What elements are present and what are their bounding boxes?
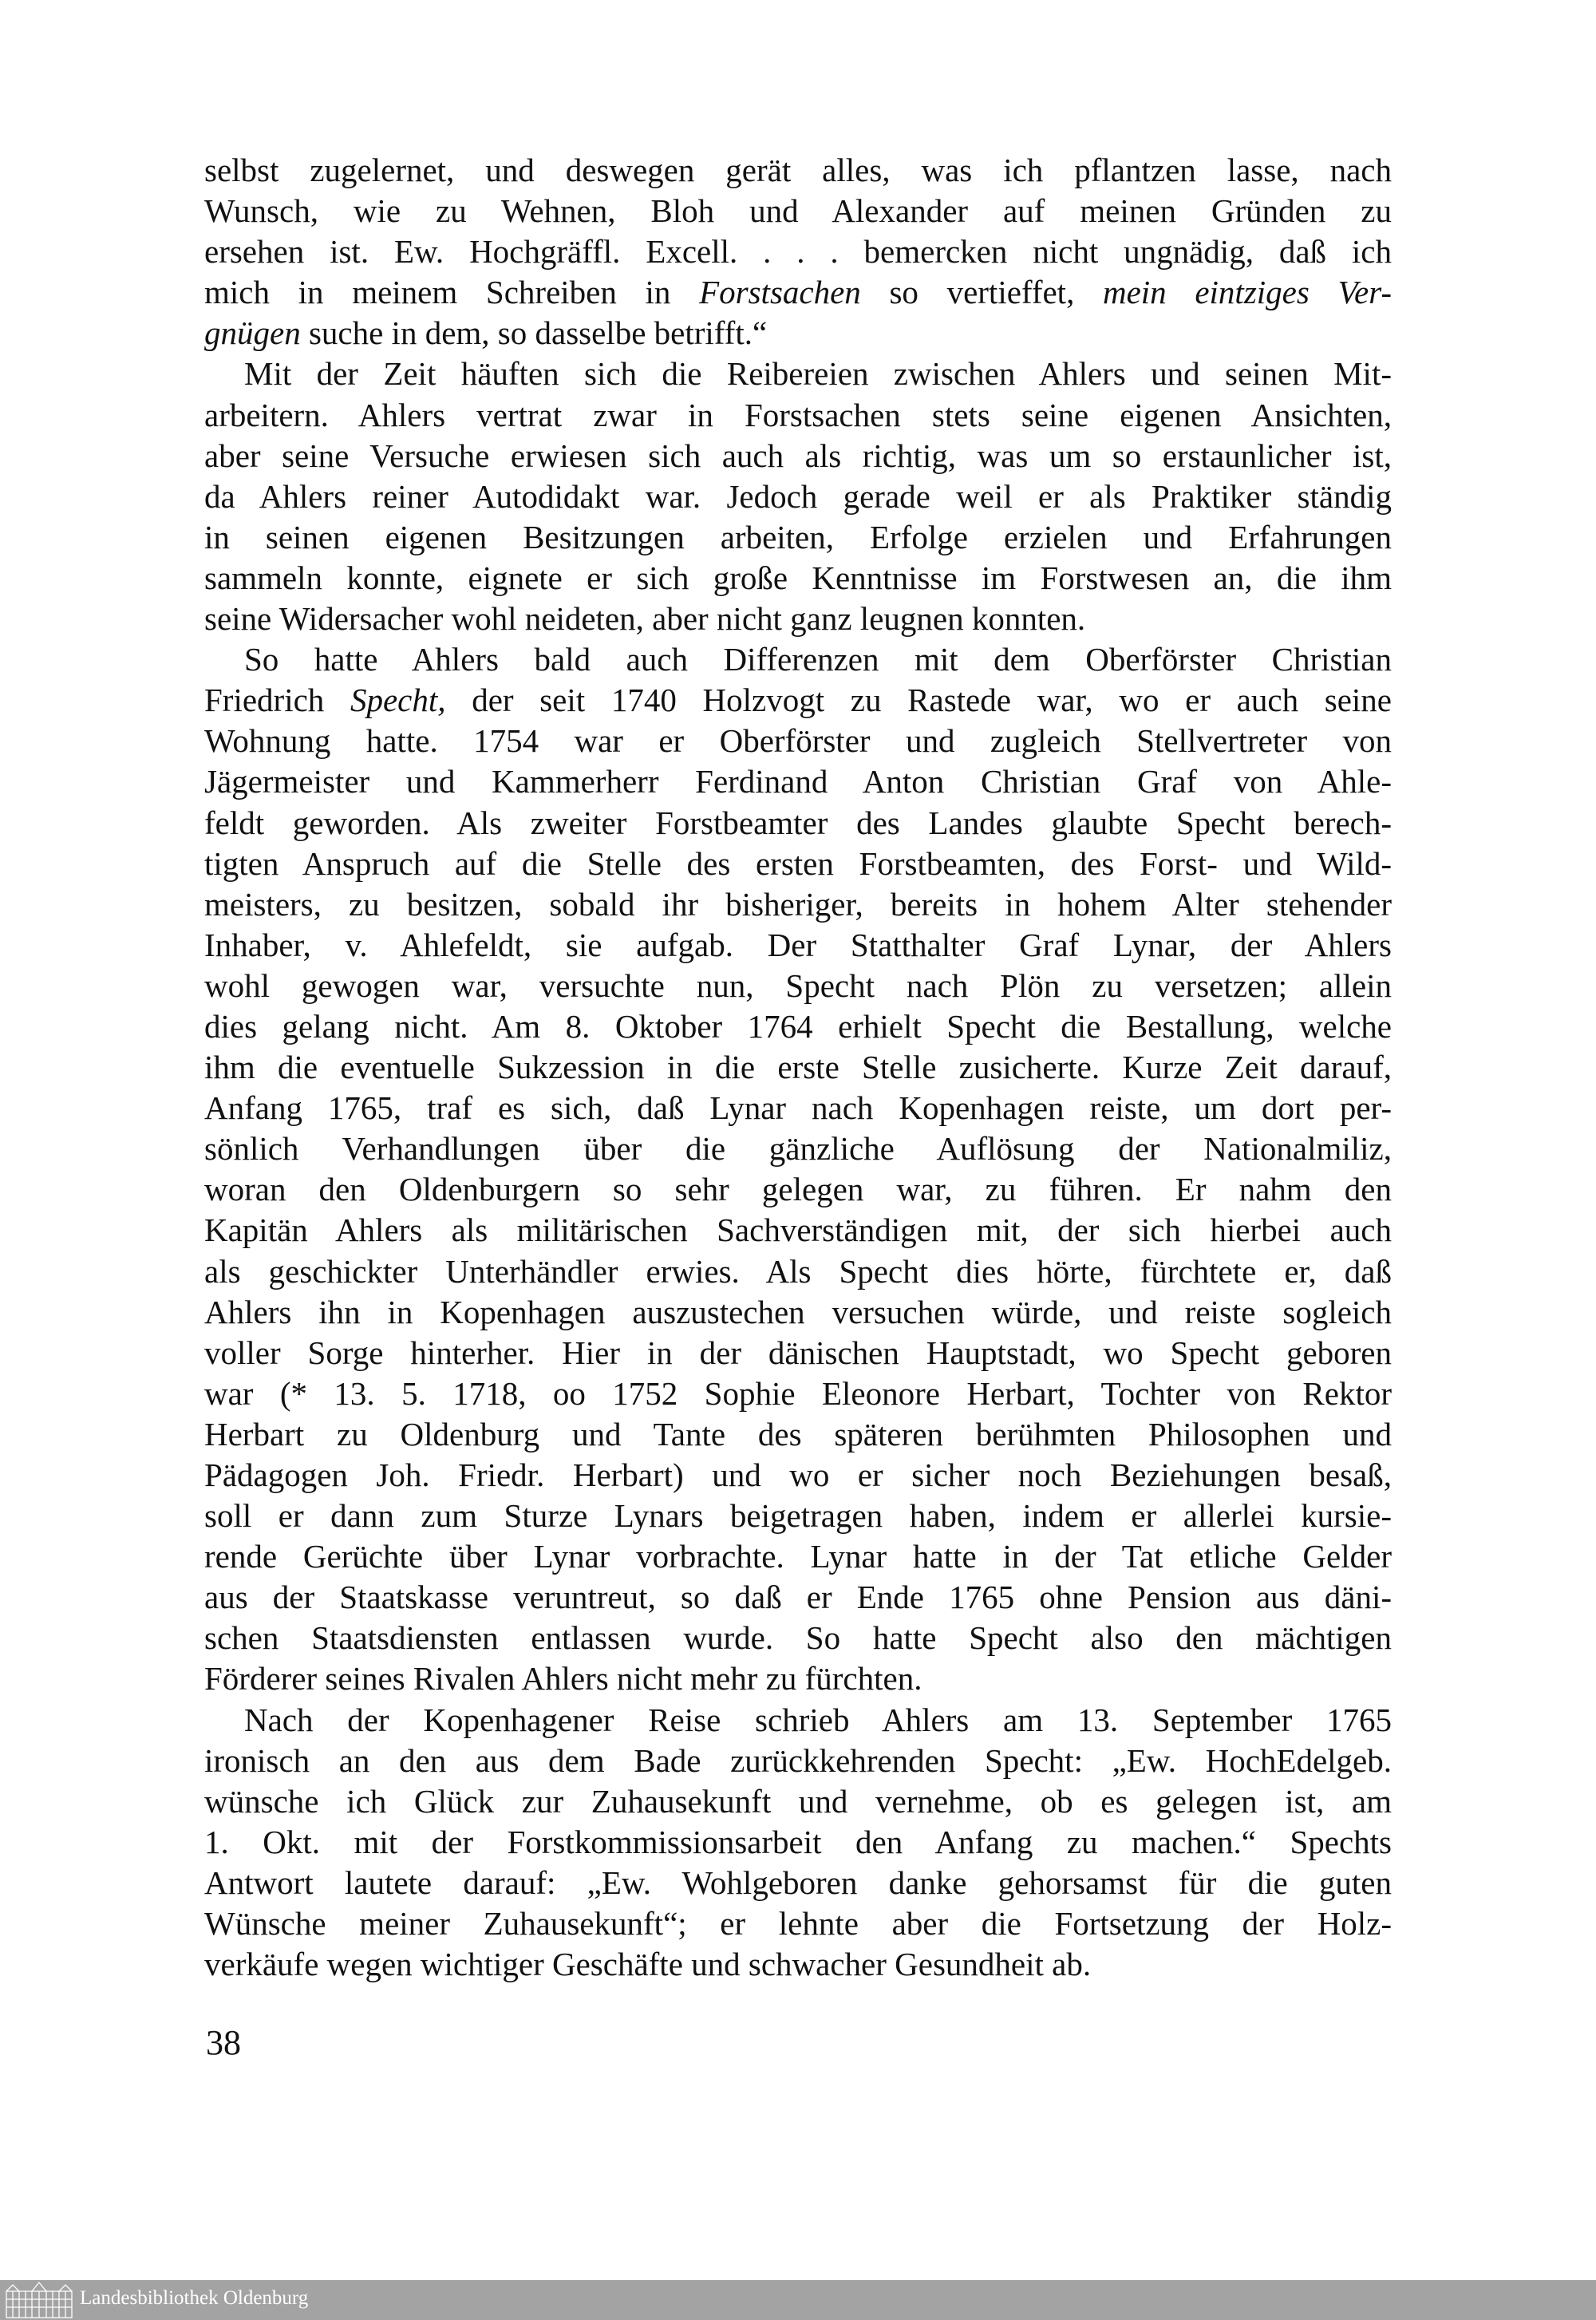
text-line — [204, 1047, 1392, 1088]
italic-text: gnügen — [204, 314, 301, 352]
text-segment: rende Gerüchte über Lynar vorbrachte. Lynar hatte in der Tat etliche Gelder — [204, 1538, 1392, 1575]
text-segment: als geschickter Unterhändler erwies. Als Specht dies hörte, fürchtete er, daß — [204, 1252, 1392, 1290]
text-line — [204, 925, 1392, 966]
text-segment: suche in dem, so dasselbe betrifft.“ — [300, 314, 768, 352]
text-line — [204, 313, 1392, 354]
text-line — [204, 1414, 1392, 1455]
text-segment: arbeitern. Ahlers vertrat zwar in Forstsachen stets seine eigenen Ansichten, — [204, 396, 1392, 433]
text-segment: so vertieffet, — [860, 274, 1103, 311]
text-line — [204, 1169, 1392, 1210]
text-segment: wünsche ich Glück zur Zuhausekunft und vernehme, ob es gelegen ist, am — [204, 1782, 1392, 1820]
text-segment: Förderer seines Rivalen Ahlers nicht mehr zu fürchten. — [204, 1660, 922, 1698]
text-segment: tigten Anspruch auf die Stelle des ersten Forstbeamten, des Forst- und Wild- — [204, 844, 1392, 882]
text-line — [204, 1455, 1392, 1496]
text-line — [204, 639, 1392, 680]
text-line — [204, 272, 1392, 313]
text-line — [204, 1658, 1392, 1699]
text-segment: sammeln konnte, eignete er sich große Kenntnisse im Forstwesen an, die ihm — [204, 559, 1392, 596]
text-segment: So hatte Ahlers bald auch Differenzen mit dem Oberförster Christian — [244, 641, 1392, 678]
text-segment: der seit 1740 Holzvogt zu Rastede war, wo er auch seine — [445, 682, 1392, 719]
text-line — [204, 231, 1392, 272]
text-segment: Friedrich — [204, 682, 350, 719]
text-segment: Pädagogen Joh. Friedr. Herbart) und wo er sicher noch Beziehungen besaß, — [204, 1456, 1392, 1493]
text-segment: Jägermeister und Kammerherr Ferdinand Anton Christian Graf von Ahle- — [204, 763, 1392, 800]
text-segment: voller Sorge hinterher. Hier in der dänischen Hauptstadt, wo Specht geboren — [204, 1334, 1392, 1371]
italic-text: mein eintziges Ver- — [1102, 274, 1392, 311]
text-line — [204, 844, 1392, 884]
text-line — [204, 395, 1392, 436]
text-segment: wohl gewogen war, versuchte nun, Specht nach Plön zu versetzen; allein — [204, 966, 1392, 1004]
text-line — [204, 1618, 1392, 1658]
text-line — [204, 1496, 1392, 1536]
italic-text: Specht, — [350, 682, 446, 719]
text-segment: war (* 13. 5. 1718, oo 1752 Sophie Eleonore Herbart, Tochter von Rektor — [204, 1374, 1392, 1412]
text-segment: aus der Staatskasse veruntreut, so daß er Ende 1765 ohne Pension aus däni- — [204, 1579, 1392, 1616]
text-line — [204, 1292, 1392, 1333]
text-line — [204, 680, 1392, 721]
text-segment: soll er dann zum Sturze Lynars beigetragen haben, indem er allerlei kursie- — [204, 1497, 1392, 1535]
text-line — [204, 721, 1392, 761]
text-line — [204, 476, 1392, 517]
text-line — [204, 884, 1392, 925]
text-segment: ironisch an den aus dem Bade zurückkehrenden Specht: „Ew. HochEdelgeb. — [204, 1741, 1392, 1779]
text-line — [204, 1863, 1392, 1903]
text-line — [204, 436, 1392, 476]
text-segment: Herbart zu Oldenburg und Tante des späteren berühmten Philosophen und — [204, 1415, 1392, 1452]
text-segment: Anfang 1765, traf es sich, daß Lynar nach Kopenhagen reiste, um dort per- — [204, 1089, 1392, 1127]
text-line — [204, 1006, 1392, 1047]
text-segment: 1. Okt. mit der Forstkommissionsarbeit den Anfang zu machen.“ Spechts — [204, 1823, 1392, 1860]
text-segment: dies gelang nicht. Am 8. Oktober 1764 erhielt Specht die Bestallung, welche — [204, 1007, 1392, 1045]
text-line — [204, 150, 1392, 191]
text-segment: ersehen ist. Ew. Hochgräffl. Excell. . . . bemercken nicht ungnädig, daß ich — [204, 233, 1392, 271]
text-line — [204, 599, 1392, 639]
text-segment: Wünsche meiner Zuhausekunft“; er lehnte aber die Fortsetzung der Holz- — [204, 1905, 1392, 1943]
text-line — [204, 1373, 1392, 1414]
text-line — [204, 803, 1392, 844]
text-line — [204, 1088, 1392, 1128]
text-segment: Inhaber, v. Ahlefeldt, sie aufgab. Der Statthalter Graf Lynar, der Ahlers — [204, 926, 1392, 963]
text-line — [204, 1210, 1392, 1251]
text-line — [204, 354, 1392, 394]
text-line — [204, 966, 1392, 1006]
text-line — [204, 1700, 1392, 1741]
text-segment: meisters, zu besitzen, sobald ihr bisheriger, bereits in hohem Alter stehender — [204, 885, 1392, 923]
text-line — [204, 1333, 1392, 1373]
text-segment: ihm die eventuelle Sukzession in die erste Stelle zusicherte. Kurze Zeit darauf, — [204, 1049, 1392, 1086]
text-line — [204, 1903, 1392, 1944]
text-segment: mich in meinem Schreiben in — [204, 274, 700, 311]
text-segment: sönlich Verhandlungen über die gänzliche Auflösung der Nationalmiliz, — [204, 1130, 1392, 1168]
text-segment: Wohnung hatte. 1754 war er Oberförster und zugleich Stellvertreter von — [204, 722, 1392, 760]
page-number: 38 — [206, 2023, 241, 2062]
text-segment: Mit der Zeit häuften sich die Reibereien zwischen Ahlers und seinen Mit- — [244, 355, 1392, 393]
library-footer-bar — [0, 2280, 1596, 2320]
italic-text: Forstsachen — [699, 274, 861, 311]
text-segment: feldt geworden. Als zweiter Forstbeamter des Landes glaubte Specht berech- — [204, 804, 1392, 841]
text-line — [204, 1577, 1392, 1618]
library-building-logo-icon — [5, 2282, 73, 2318]
text-line — [204, 191, 1392, 231]
text-line — [204, 1944, 1392, 1985]
text-segment: Ahlers ihn in Kopenhagen auszustechen versuchen würde, und reiste sogleich — [204, 1293, 1392, 1330]
text-segment: da Ahlers reiner Autodidakt war. Jedoch gerade weil er als Praktiker ständig — [204, 477, 1392, 515]
text-line — [204, 1128, 1392, 1169]
text-segment: schen Staatsdiensten entlassen wurde. So hatte Specht also den mächtigen — [204, 1619, 1392, 1657]
text-line — [204, 517, 1392, 558]
body-text — [204, 150, 1392, 1985]
text-segment: in seinen eigenen Besitzungen arbeiten, Erfolge erzielen und Erfahrungen — [204, 518, 1392, 555]
text-segment: seine Widersacher wohl neideten, aber nicht ganz leugnen konnten. — [204, 600, 1086, 638]
text-segment: verkäufe wegen wichtiger Geschäfte und schwacher Gesundheit ab. — [204, 1946, 1092, 1983]
text-segment: Kapitän Ahlers als militärischen Sachverständigen mit, der sich hierbei auch — [204, 1211, 1392, 1249]
text-line — [204, 1741, 1392, 1781]
text-line — [204, 1251, 1392, 1292]
text-segment: Wunsch, wie zu Wehnen, Bloh und Alexander auf meinen Gründen zu — [204, 192, 1392, 230]
text-segment: selbst zugelernet, und deswegen gerät alles, was ich pflantzen lasse, nach — [204, 152, 1392, 188]
text-line — [204, 558, 1392, 599]
text-line — [204, 1822, 1392, 1863]
text-line — [204, 1536, 1392, 1577]
text-segment: Antwort lautete darauf: „Ew. Wohlgeboren danke gehorsamst für die guten — [204, 1864, 1392, 1901]
text-segment: woran den Oldenburgern so sehr gelegen war, zu führen. Er nahm den — [204, 1171, 1392, 1208]
text-segment: aber seine Versuche erwiesen sich auch als richtig, was um so erstaunlicher ist, — [204, 437, 1392, 474]
library-name: Landesbibliothek Oldenburg — [80, 2287, 309, 2309]
text-segment: Nach der Kopenhagener Reise schrieb Ahlers am 13. September 1765 — [244, 1701, 1392, 1738]
text-line — [204, 761, 1392, 802]
text-line — [204, 1781, 1392, 1822]
